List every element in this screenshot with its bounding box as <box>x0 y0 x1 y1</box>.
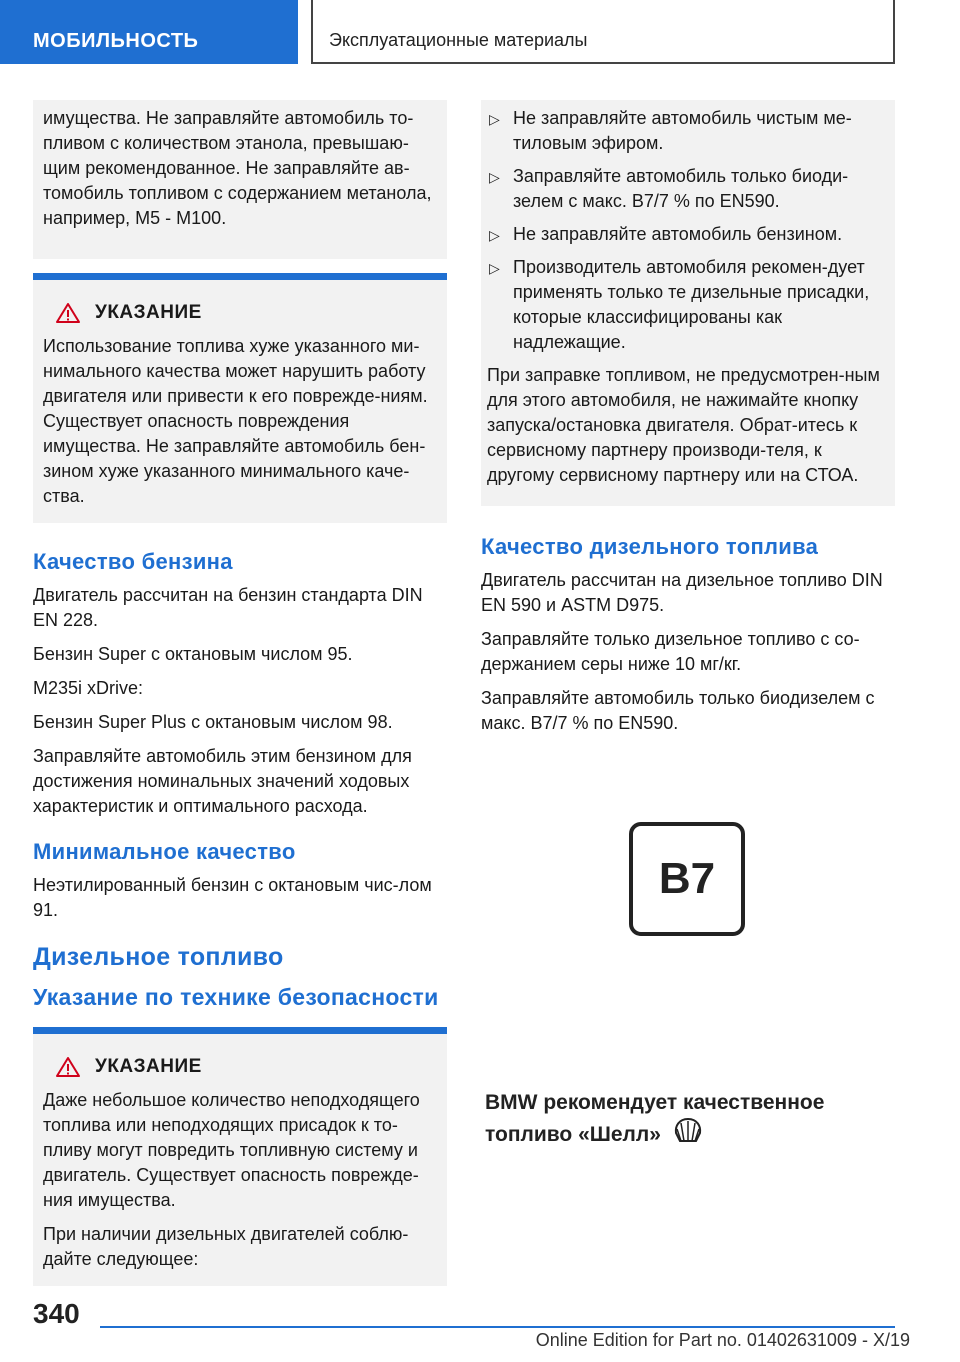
petrol-p4: Бензин Super Plus с октановым числом 98. <box>33 712 393 732</box>
warning-box-fuel-quality <box>33 273 447 523</box>
heading-safety: Указание по технике безопасности <box>33 984 439 1010</box>
warning-header <box>55 1056 437 1078</box>
list-item: ▷ Производитель автомобиля рекомен-дует применять только те дизельные присадки, которые классифицированы как надлежащие. <box>489 257 870 352</box>
diesel-quality-p2: Заправляйте только дизельное топливо с со-держанием серы ниже 10 мг/кг. <box>481 629 860 674</box>
triangle-bullet-icon: ▷ <box>489 111 500 127</box>
section-tab[interactable]: МОБИЛЬНОСТЬ <box>0 0 298 64</box>
shell-promo <box>485 1088 905 1149</box>
heading-minimum-quality: Минимальное качество <box>33 839 296 864</box>
continued-warning-box <box>481 100 895 506</box>
list-item: ▷ Не заправляйте автомобиль бензином. <box>481 222 885 247</box>
continued-text: имущества. Не заправляйте автомобиль то-пливом с количеством этанола, превышаю-щим рекомендованное. Не заправляйте ав-томобиль топливом с содержанием метанола, например, M5 - M100. <box>43 108 432 228</box>
diesel-rules-list <box>481 106 885 355</box>
heading-petrol-quality: Качество бензина <box>33 549 233 574</box>
right-column <box>481 100 895 745</box>
footer-edition: Online Edition for Part no. 01402631009 - X/19 <box>535 1330 910 1350</box>
triangle-bullet-icon: ▷ <box>489 169 500 185</box>
triangle-bullet-icon: ▷ <box>489 260 500 276</box>
chapter-title: Эксплуатационные материалы <box>311 0 895 64</box>
warning2-p1: Даже небольшое количество неподходящего топлива или неподходящих присадок к то-пливу могут повредить топливную систему и двигатель. Существует опасность поврежде-ния имущества. <box>43 1090 420 1210</box>
left-column <box>33 100 447 1286</box>
warning-header <box>55 302 437 324</box>
page-number: 340 <box>33 1298 80 1329</box>
list-item: ▷ Заправляйте автомобиль только биоди-зелем с макс. B7/7 % по EN590. <box>489 166 849 211</box>
minimum-p1: Неэтилированный бензин с октановым чис-лом 91. <box>33 875 432 920</box>
promo-text: BMW рекомендует качественное топливо «Шелл» <box>485 1091 825 1146</box>
diesel-quality-p3: Заправляйте автомобиль только биодизелем с макс. B7/7 % по EN590. <box>481 688 875 733</box>
refuel-warning-text: При заправке топливом, не предусмотрен-ным для этого автомобиля, не нажимайте кнопку запуска/остановка двигателя. Обрат-итесь к сервисному партнеру производи-теля, к другому сервисному партнеру или на СТОА. <box>487 365 880 485</box>
petrol-p5: Заправляйте автомобиль этим бензином для достижения номинальных значений ходовых характеристик и оптимального расхода. <box>33 746 412 816</box>
footer-divider <box>100 1326 895 1328</box>
petrol-p2: Бензин Super с октановым числом 95. <box>33 644 353 664</box>
shell-logo-icon <box>673 1117 703 1145</box>
warning-box-diesel <box>33 1027 447 1286</box>
petrol-p3: M235i xDrive: <box>33 678 144 698</box>
warning-title: УКАЗАНИЕ <box>95 1056 202 1077</box>
diesel-quality-p1: Двигатель рассчитан на дизельное топливо DIN EN 590 и ASTM D975. <box>481 570 883 615</box>
warning-text: Использование топлива хуже указанного ми-нимального качества может нарушить работу двигателя или привести к его поврежде-ниям. Существует опасность повреждения имущества. Не заправляйте автомобиль бен-зином хуже указанного минимального каче-ства. <box>43 336 428 506</box>
list-item: ▷ Не заправляйте автомобиль чистым ме-тиловым эфиром. <box>489 108 852 153</box>
triangle-bullet-icon: ▷ <box>489 227 500 243</box>
heading-diesel: Дизельное топливо <box>33 943 284 971</box>
petrol-p1: Двигатель рассчитан на бензин стандарта DIN EN 228. <box>33 585 423 630</box>
warning-triangle-icon <box>55 1056 81 1078</box>
warning-triangle-icon <box>55 302 81 324</box>
warning-title: УКАЗАНИЕ <box>95 302 202 323</box>
continued-box <box>33 100 447 259</box>
b7-fuel-label: B7 <box>629 822 745 936</box>
warning2-p2: При наличии дизельных двигателей соблю-дайте следующее: <box>43 1224 409 1269</box>
heading-diesel-quality: Качество дизельного топлива <box>481 534 819 559</box>
